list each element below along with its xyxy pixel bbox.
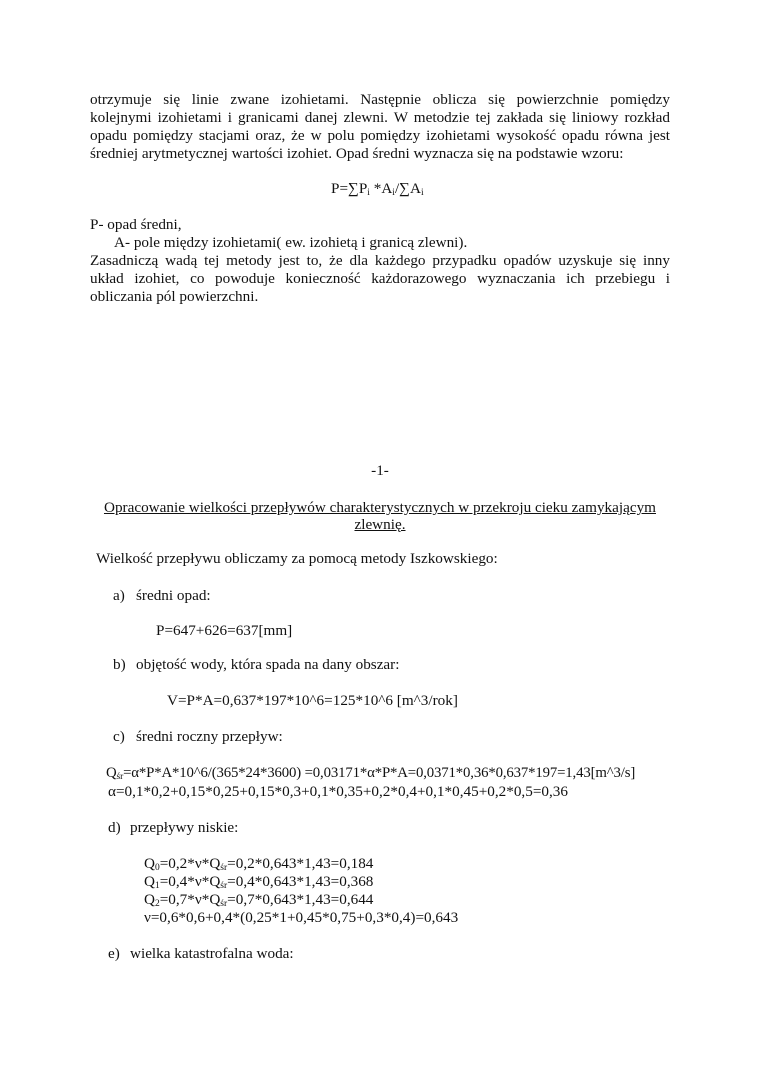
formula-part: /∑A bbox=[394, 180, 421, 197]
item-e-marker: e) bbox=[108, 945, 120, 962]
legend-p: P- opad średni, bbox=[90, 216, 182, 233]
q1-formula bbox=[144, 873, 373, 891]
drawback-line-3: obliczania pól powierzchni. bbox=[90, 288, 259, 305]
formula-sub: śr bbox=[116, 772, 124, 782]
legend-a: A- pole między izohietami( ew. izohietą i granicą zlewni). bbox=[114, 234, 468, 251]
section-heading-line-2: zlewnię. bbox=[354, 516, 406, 533]
drawback-line-2: układ izohiet, co powoduje konieczność każdorazowego wyznaczania ich przebiegu i bbox=[90, 270, 670, 287]
item-e-label: wielka katastrofalna woda: bbox=[130, 945, 294, 962]
item-a-formula: P=647+626=637[mm] bbox=[156, 622, 293, 639]
formula-part: =0,7*0,643*1,43=0,644 bbox=[227, 891, 374, 908]
formula-sub: i bbox=[392, 188, 395, 198]
izohiet-formula bbox=[331, 180, 424, 198]
formula-sub: śr bbox=[220, 881, 228, 891]
mean-flow-formula bbox=[106, 765, 635, 783]
formula-part: Q bbox=[144, 891, 155, 908]
formula-part: Q bbox=[144, 855, 155, 872]
intro-line-1: otrzymuje się linie zwane izohietami. Następnie oblicza się powierzchnie pomiędzy bbox=[90, 91, 670, 108]
formula-sub: 0 bbox=[154, 863, 160, 873]
item-c-marker: c) bbox=[113, 728, 125, 745]
formula-part: =α*P*A*10^6/(365*24*3600) =0,03171*α*P*A=0,0371*0,36*0,637*197=1,43[m^3/s] bbox=[123, 765, 636, 781]
section-heading-line-1: Opracowanie wielkości przepływów charakterystycznych w przekroju cieku zamykającym bbox=[103, 499, 656, 516]
drawback-line-1: Zasadniczą wadą tej metody jest to, że dla każdego przypadku opadów uzyskuje się inny bbox=[90, 252, 670, 269]
formula-sub: śr bbox=[220, 863, 228, 873]
item-d-label: przepływy niskie: bbox=[130, 819, 239, 836]
item-a-label: średni opad: bbox=[136, 587, 211, 604]
formula-part: Q bbox=[106, 765, 117, 781]
formula-part: =0,7*ν*Q bbox=[159, 891, 221, 908]
alpha-formula: α=0,1*0,2+0,15*0,25+0,15*0,3+0,1*0,35+0,2*0,4+0,1*0,45+0,2*0,5=0,36 bbox=[108, 783, 568, 800]
intro-line-3: opadu pomiędzy stacjami oraz, że w polu pomiędzy izohietami wysokość opadu równa jest bbox=[90, 127, 670, 144]
formula-part: P=∑P bbox=[331, 180, 368, 197]
formula-part: =0,4*0,643*1,43=0,368 bbox=[227, 873, 374, 890]
formula-part: =0,2*0,643*1,43=0,184 bbox=[227, 855, 374, 872]
formula-sub: i bbox=[420, 188, 424, 198]
q0-formula bbox=[144, 855, 373, 873]
formula-part: =0,4*ν*Q bbox=[159, 873, 221, 890]
intro-line-2: kolejnymi izohietami i granicami danej zlewni. W metodzie tej zakłada się liniowy rozkład bbox=[90, 109, 670, 126]
page-number: -1- bbox=[371, 462, 389, 479]
item-b-formula: V=P*A=0,637*197*10^6=125*10^6 [m^3/rok] bbox=[167, 692, 458, 709]
item-a-marker: a) bbox=[113, 587, 125, 604]
formula-part: =0,2*ν*Q bbox=[159, 855, 221, 872]
formula-sub: 1 bbox=[154, 881, 160, 891]
section-intro: Wielkość przepływu obliczamy za pomocą metody Iszkowskiego: bbox=[96, 550, 498, 567]
item-c-label: średni roczny przepływ: bbox=[136, 728, 283, 745]
formula-part: *A bbox=[369, 180, 393, 197]
item-b-label: objętość wody, która spada na dany obszar: bbox=[136, 656, 400, 673]
q2-formula bbox=[144, 891, 373, 909]
item-d-marker: d) bbox=[108, 819, 121, 836]
intro-line-4: średniej arytmetycznej wartości izohiet. Opad średni wyznacza się na podstawie wzoru: bbox=[90, 145, 624, 162]
formula-sub: i bbox=[367, 188, 370, 198]
formula-part: Q bbox=[144, 873, 155, 890]
formula-sub: śr bbox=[220, 899, 228, 909]
nu-formula: ν=0,6*0,6+0,4*(0,25*1+0,45*0,75+0,3*0,4)=0,643 bbox=[144, 909, 459, 926]
formula-sub: 2 bbox=[154, 899, 160, 909]
item-b-marker: b) bbox=[113, 656, 126, 673]
